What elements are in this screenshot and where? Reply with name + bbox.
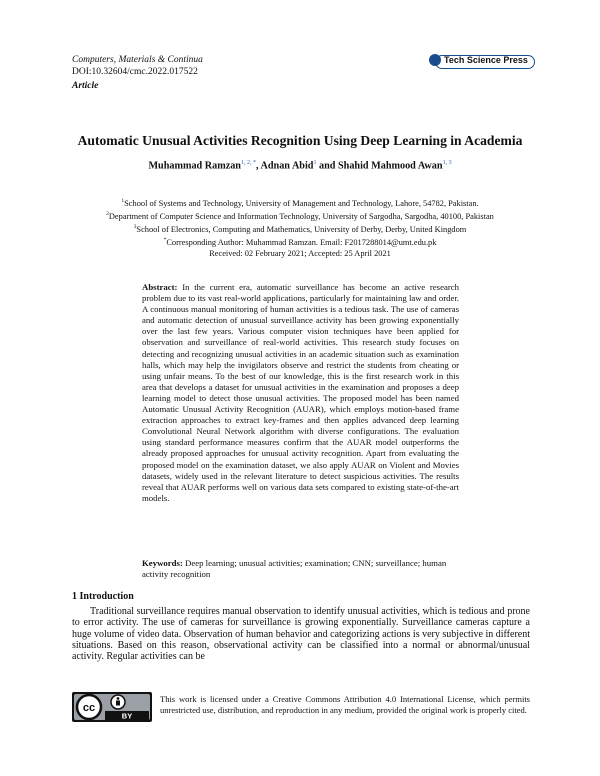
keywords-text: Deep learning; unusual activities; examination; CNN; surveillance; human activity recognition [142, 558, 447, 580]
license-text: This work is licensed under a Creative Commons Attribution 4.0 International License, which permits unrestricted use, distribution, and reproduction in any medium, provided the original work is properly cited. [160, 694, 530, 715]
received-accepted-dates: Received: 02 February 2021; Accepted: 25 April 2021 [209, 248, 391, 258]
abstract [142, 282, 459, 504]
affiliation-line: $^3$School of Electronics, Computing and Mathematics, University of Derby, Derby, United Kingdom [133, 223, 467, 234]
affiliation-line: $^2$Department of Computer Science and Information Technology, University of Sargodha, Sargodha, 40100, Pakistan [106, 210, 494, 221]
corresponding-author: *Corresponding Author: Muhammad Ramzan. Email: F2017288014@umt.edu.pk [163, 236, 437, 247]
author-name: Adnan Abid [260, 160, 314, 172]
abstract-label: Abstract: [142, 282, 178, 292]
keywords-label: Keywords: [142, 558, 183, 568]
affiliation-line: $^1$School of Systems and Technology, University of Management and Technology, Lahore, 54782, Pakistan. [121, 198, 479, 208]
cc-by-text: BY [121, 711, 133, 721]
author-separator: , [255, 160, 261, 172]
doi[interactable]: DOI:10.32604/cmc.2022.017522 [72, 67, 198, 77]
author-list [0, 160, 600, 171]
author-separator: and [316, 160, 338, 172]
author-affil-sup[interactable]: 1 [313, 160, 317, 166]
cc-license-icon [72, 692, 152, 722]
affiliations [0, 196, 600, 259]
author-name: Shahid Mahmood Awan [338, 160, 443, 172]
publisher-name: Tech Science Press [444, 55, 528, 65]
svg-text:cc: cc [82, 702, 96, 714]
article-type: Article [72, 81, 99, 91]
section-heading: 1 Introduction [72, 591, 134, 602]
publisher-dot-icon [429, 54, 441, 66]
keywords [142, 558, 459, 580]
publisher-logo [427, 53, 534, 69]
journal-name: Computers, Materials & Continua [72, 55, 203, 65]
abstract-text: In the current era, automatic surveillance has become an active research problem due to its vast real-world applications, particularly for maintaining law and order. A continuous manual monitoring of human activities is a tedious task. The use of cameras and automatic detection of unusual surveillance activity has been growing exponentially over the last few years. Various computer vision techniques have been applied for observation and surveillance of real-world activities. This research study focuses on detecting and recognizing unusual activities in an academic situation such as examination halls, which may help the invigilators observe and restrict the students from cheating or using unfair means. To the best of our knowledge, this is the first research work in this area that develops a dataset for unusual activities in the examination and proposes a deep learning model to detect those unusual activities. The proposed model has been named Automatic Unusual Activity Recognition (AUAR), which employs motion-based frame extraction approaches to extract key-frames and then applies advanced deep learning Convolutional Neural Network algorithm with diverse configurations. The evaluation using standard performance measures confirm that the AUAR model outperforms the already proposed approaches for unusual activity recognition. Apart from evaluating the proposed model on the examination dataset, we also apply AUAR on Violent and Movies datasets, widely used in the relevant literature to detect suspicious activities. The results reveal that AUAR performs well on various data sets compared to existing state-of-the-art models. [142, 282, 460, 503]
section-body: Traditional surveillance requires manual observation to identify unusual activities, which is tedious and prone to error activity. The use of cameras for surveillance is growing exponentially. Surveillance cameras capture a huge volume of video data. Observation of human behavior and categorizing actions is very subjective in different situations. Based on this reason, observational activity can be classified into a normal or abnormal/unusual activity. Regular activities can be [72, 606, 530, 663]
cc-by-badge[interactable] [72, 692, 152, 722]
author-name: Muhammad Ramzan [148, 160, 241, 172]
author-affil-sup[interactable]: 1, 2, * [240, 160, 256, 166]
author-affil-sup[interactable]: 1, 3 [442, 160, 452, 166]
paper-title: Automatic Unusual Activities Recognition Using Deep Learning in Academia [77, 133, 523, 148]
